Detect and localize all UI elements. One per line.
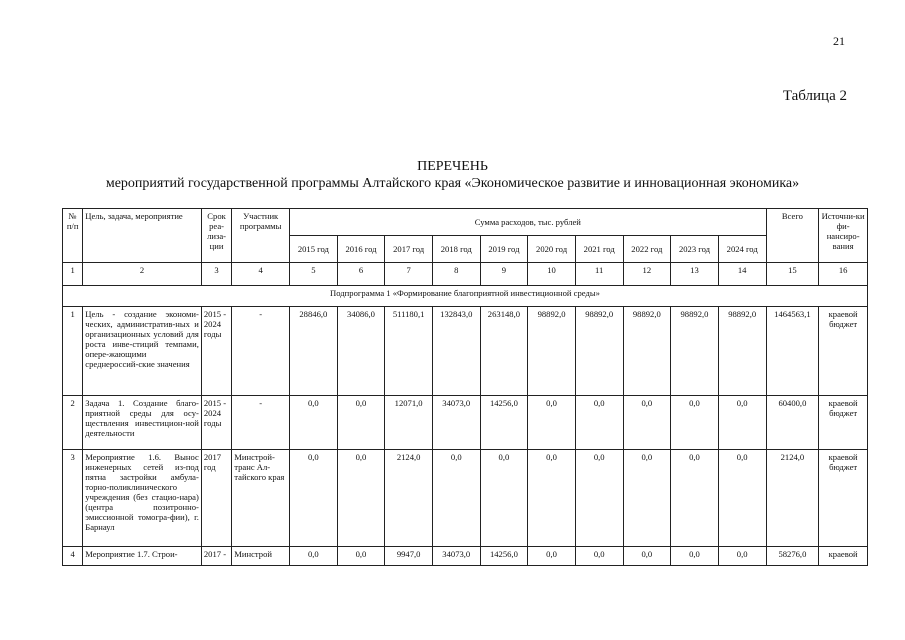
row-value: 98892,0 xyxy=(718,307,766,396)
row-value: 0,0 xyxy=(671,547,719,566)
row-goal: Цель - создание экономи-ческих, административ-ных и организационных условий для роста инве-стиций темпами, опере-жающими среднероссий-ские значения xyxy=(83,307,202,396)
row-value: 98892,0 xyxy=(528,307,576,396)
header-year: 2020 год xyxy=(528,236,576,263)
row-goal: Задача 1. Создание благо-приятной среды для осу-ществления инвестицион-ной деятельности xyxy=(83,396,202,450)
header-total: Всего xyxy=(766,209,819,263)
row-participant: - xyxy=(232,307,290,396)
row-total: 58276,0 xyxy=(766,547,819,566)
header-sum: Сумма расходов, тыс. рублей xyxy=(290,209,767,236)
row-participant: - xyxy=(232,396,290,450)
row-value: 0,0 xyxy=(575,396,623,450)
row-term: 2015 - 2024 годы xyxy=(201,307,231,396)
row-term: 2017 год xyxy=(201,450,231,547)
row-value: 14256,0 xyxy=(480,396,528,450)
row-value: 0,0 xyxy=(337,547,385,566)
header-source: Источни-ки фи-нансиро-вания xyxy=(819,209,868,263)
subprogram-row xyxy=(63,286,868,307)
title-block xyxy=(0,158,905,193)
table-row xyxy=(63,396,868,450)
row-value: 263148,0 xyxy=(480,307,528,396)
table-row xyxy=(63,547,868,566)
row-source: краевой бюджет xyxy=(819,396,868,450)
row-total: 60400,0 xyxy=(766,396,819,450)
header-year: 2017 год xyxy=(385,236,433,263)
column-index: 10 xyxy=(528,263,576,286)
row-value: 0,0 xyxy=(480,450,528,547)
row-value: 98892,0 xyxy=(623,307,671,396)
header-participant: Участник программы xyxy=(232,209,290,263)
subprogram-title: Подпрограмма 1 «Формирование благоприятной инвестиционной среды» xyxy=(63,286,868,307)
column-index: 14 xyxy=(718,263,766,286)
row-value: 28846,0 xyxy=(290,307,338,396)
data-rows xyxy=(63,307,868,566)
table-row xyxy=(63,307,868,396)
column-index: 6 xyxy=(337,263,385,286)
row-value: 0,0 xyxy=(718,450,766,547)
row-value: 0,0 xyxy=(337,450,385,547)
header-year: 2019 год xyxy=(480,236,528,263)
row-value: 0,0 xyxy=(337,396,385,450)
column-index: 11 xyxy=(575,263,623,286)
column-index: 16 xyxy=(819,263,868,286)
document-title: ПЕРЕЧЕНЬ xyxy=(417,159,488,174)
header-year: 2015 год xyxy=(290,236,338,263)
row-num: 4 xyxy=(63,547,83,566)
row-value: 12071,0 xyxy=(385,396,433,450)
row-value: 34086,0 xyxy=(337,307,385,396)
row-source: краевой бюджет xyxy=(819,450,868,547)
row-value: 0,0 xyxy=(671,396,719,450)
row-num: 2 xyxy=(63,396,83,450)
row-value: 0,0 xyxy=(671,450,719,547)
row-value: 0,0 xyxy=(575,450,623,547)
column-index: 7 xyxy=(385,263,433,286)
header-num: № п/п xyxy=(63,209,83,263)
row-goal: Мероприятие 1.6. Вынос инженерных сетей из-под пятна застройки амбула-торно-поликлинического учреждения (без стацио-нара) (центра позитронно-эмиссионной томогра-фии), г. Барнаул xyxy=(83,450,202,547)
column-index: 13 xyxy=(671,263,719,286)
header-year: 2024 год xyxy=(718,236,766,263)
row-source: краевой xyxy=(819,547,868,566)
header-year: 2021 год xyxy=(575,236,623,263)
column-index: 8 xyxy=(432,263,480,286)
row-value: 132843,0 xyxy=(432,307,480,396)
column-index: 1 xyxy=(63,263,83,286)
row-term: 2017 - xyxy=(201,547,231,566)
row-value: 0,0 xyxy=(718,547,766,566)
row-value: 9947,0 xyxy=(385,547,433,566)
document-subtitle: мероприятий государственной программы Алтайского края «Экономическое развитие и инновационная экономика» xyxy=(105,176,800,191)
row-value: 34073,0 xyxy=(432,547,480,566)
header-year: 2023 год xyxy=(671,236,719,263)
column-index: 12 xyxy=(623,263,671,286)
column-index: 15 xyxy=(766,263,819,286)
column-index: 9 xyxy=(480,263,528,286)
row-value: 14256,0 xyxy=(480,547,528,566)
row-num: 1 xyxy=(63,307,83,396)
row-value: 0,0 xyxy=(528,450,576,547)
column-index: 2 xyxy=(83,263,202,286)
table-row xyxy=(63,450,868,547)
header-goal: Цель, задача, мероприятие xyxy=(83,209,202,263)
row-value: 511180,1 xyxy=(385,307,433,396)
row-value: 0,0 xyxy=(290,547,338,566)
row-source: краевой бюджет xyxy=(819,307,868,396)
row-num: 3 xyxy=(63,450,83,547)
row-value: 34073,0 xyxy=(432,396,480,450)
row-total: 2124,0 xyxy=(766,450,819,547)
header-year: 2016 год xyxy=(337,236,385,263)
row-value: 0,0 xyxy=(575,547,623,566)
column-index: 4 xyxy=(232,263,290,286)
measures-table xyxy=(62,208,868,566)
row-value: 0,0 xyxy=(290,396,338,450)
column-index-row xyxy=(63,263,868,286)
table-label: Таблица 2 xyxy=(782,88,847,104)
row-value: 0,0 xyxy=(718,396,766,450)
row-value: 0,0 xyxy=(528,547,576,566)
row-value: 0,0 xyxy=(623,396,671,450)
column-index: 3 xyxy=(201,263,231,286)
row-value: 0,0 xyxy=(623,547,671,566)
row-value: 0,0 xyxy=(623,450,671,547)
row-value: 98892,0 xyxy=(671,307,719,396)
header-term: Срок реа-лиза-ции xyxy=(201,209,231,263)
row-value: 0,0 xyxy=(432,450,480,547)
column-index: 5 xyxy=(290,263,338,286)
row-participant: Минстрой xyxy=(232,547,290,566)
row-value: 98892,0 xyxy=(575,307,623,396)
header-year: 2018 год xyxy=(432,236,480,263)
row-term: 2015 - 2024 годы xyxy=(201,396,231,450)
row-value: 0,0 xyxy=(290,450,338,547)
row-value: 0,0 xyxy=(528,396,576,450)
header-row-1 xyxy=(63,209,868,236)
page-number: 21 xyxy=(833,34,845,48)
row-total: 1464563,1 xyxy=(766,307,819,396)
header-year: 2022 год xyxy=(623,236,671,263)
row-participant: Минстрой-транс Ал-тайского края xyxy=(232,450,290,547)
row-value: 2124,0 xyxy=(385,450,433,547)
row-goal: Мероприятие 1.7. Строи- xyxy=(83,547,202,566)
